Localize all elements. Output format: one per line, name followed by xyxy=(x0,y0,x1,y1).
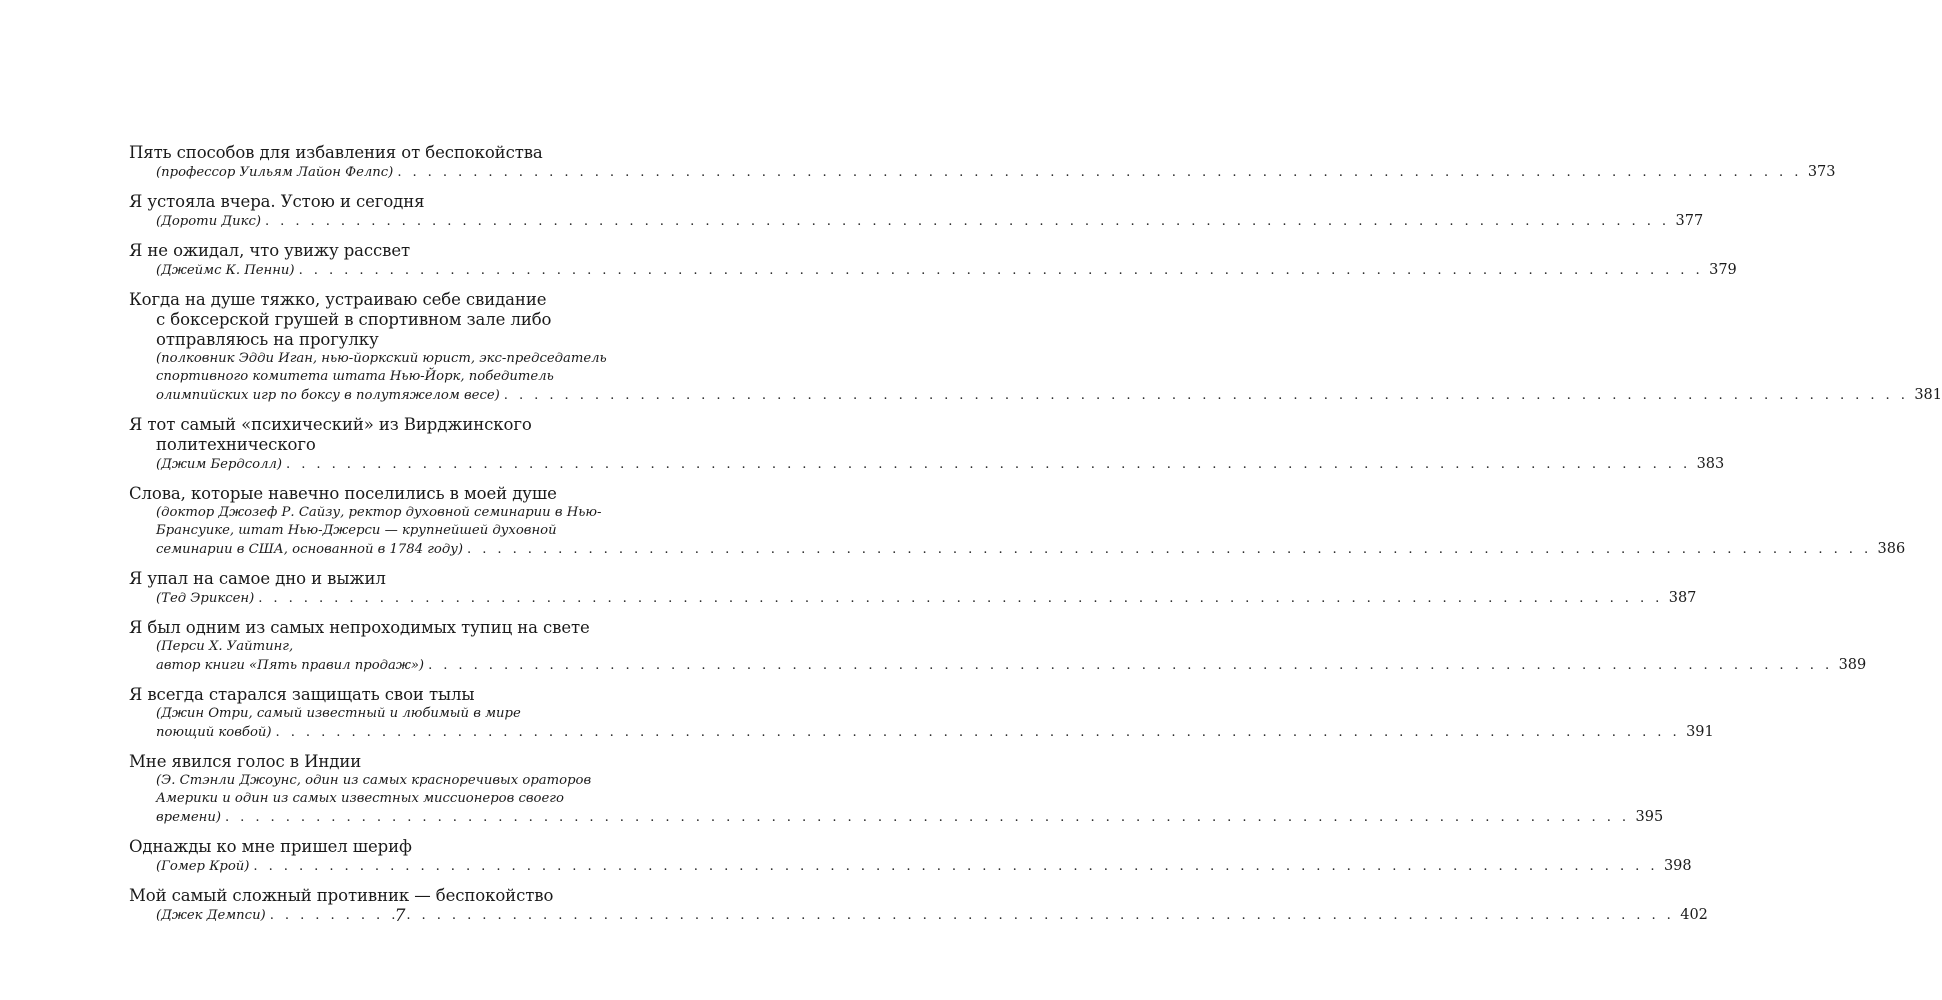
dot-leader xyxy=(265,214,1670,229)
toc-entry-subtitle-line: (доктор Джозеф Р. Сайзу, ректор духовной семинарии в Нью- xyxy=(156,505,602,520)
toc-entry-page-number: 381 xyxy=(1914,387,1942,403)
toc-entry-page-number: 373 xyxy=(1807,164,1836,180)
toc-entry-title xyxy=(129,837,639,857)
toc-entry-subtitle-line: спортивного комитета штата Нью-Йорк, победитель xyxy=(156,369,554,384)
dot-leader xyxy=(225,810,1630,825)
toc-entry xyxy=(129,192,1704,231)
page-number: 7 xyxy=(394,906,406,926)
toc-entry-title-line: отправляюсь на прогулку xyxy=(156,330,379,349)
toc-entry-page-number: 391 xyxy=(1686,724,1714,740)
dot-leader xyxy=(258,591,1663,606)
toc-entry-title-line: Я упал на самое дно и выжил xyxy=(129,569,386,588)
toc-entry-page-number: 387 xyxy=(1668,590,1697,606)
toc-entry-title-line: Я не ожидал, что увижу рассвет xyxy=(129,241,411,260)
toc-entry-subtitle-line: Брансуике, штат Нью-Джерси — крупнейшей духовной xyxy=(156,523,557,538)
toc-entry-title-line: Я был одним из самых непроходимых тупиц на свете xyxy=(129,618,590,637)
toc-entry-subtitle xyxy=(129,705,1714,742)
toc-entry xyxy=(129,290,1942,405)
toc-entry-page-number: 398 xyxy=(1663,858,1692,874)
dot-leader xyxy=(286,457,1691,472)
toc-entry-title xyxy=(129,415,639,455)
toc-entry xyxy=(129,415,1725,474)
toc-entry-title xyxy=(129,886,639,906)
dot-leader xyxy=(467,542,1872,557)
toc-entry-subtitle-line: времени) xyxy=(156,810,221,825)
toc-entry-title-line: Мне явился голос в Индии xyxy=(129,752,362,771)
toc-entry-title xyxy=(129,685,639,705)
toc-entry-page-number: 377 xyxy=(1675,213,1704,229)
toc-entry-title xyxy=(129,618,639,638)
toc-entry xyxy=(129,685,1714,742)
toc-entry-subtitle-line: (Гомер Крой) xyxy=(156,859,250,874)
toc-entry-subtitle xyxy=(129,350,1942,405)
toc-entry-title xyxy=(129,290,639,350)
toc-entry-title xyxy=(129,752,639,772)
toc-entry-subtitle-line: (полковник Эдди Иган, нью-йоркский юрист, экс-председатель xyxy=(156,351,607,366)
toc-entry-page-number: 395 xyxy=(1635,809,1664,825)
toc-entry-subtitle-line: (Джин Отри, самый известный и любимый в мире xyxy=(156,706,521,721)
toc-entry-subtitle-line: (Джек Демпси) xyxy=(156,908,266,923)
toc-entry-subtitle-line: (Перси Х. Уайтинг, xyxy=(156,639,294,654)
toc-entry-subtitle-line: (Э. Стэнли Джоунс, один из самых красноречивых ораторов xyxy=(156,773,592,788)
toc-entry xyxy=(129,837,1692,876)
dot-leader xyxy=(428,658,1833,673)
toc-entry xyxy=(129,618,1867,675)
toc-entry-subtitle-line: (Джим Бердсолл) xyxy=(156,457,283,472)
toc-entry-page-number: 379 xyxy=(1709,262,1737,278)
toc-entry-subtitle xyxy=(129,455,1725,474)
toc-entry-title xyxy=(129,192,639,212)
toc-entry xyxy=(129,143,1836,182)
toc-entry-title xyxy=(129,569,639,589)
toc-entry-title-line: с боксерской грушей в спортивном зале либо xyxy=(156,310,552,329)
toc-entry xyxy=(129,241,1737,280)
toc-entry-subtitle xyxy=(129,772,1664,827)
toc-entry-title-line: Я устояла вчера. Устою и сегодня xyxy=(129,192,425,211)
toc-entry-subtitle-line: (Дороти Дикс) xyxy=(156,214,261,229)
toc-entry-subtitle-line: (Джеймс К. Пенни) xyxy=(156,263,295,278)
dot-leader xyxy=(504,388,1909,403)
toc-entry-subtitle-line: (профессор Уильям Лайон Фелпс) xyxy=(156,165,394,180)
toc-entry-title-line: Когда на душе тяжко, устраиваю себе свидание xyxy=(129,290,547,309)
dot-leader xyxy=(253,859,1658,874)
toc-entry-title-line: Я всегда старался защищать свои тылы xyxy=(129,685,475,704)
toc-entry xyxy=(129,484,1906,559)
toc-entry-title-line: Пять способов для избавления от беспокойства xyxy=(129,143,543,162)
toc-entry-title xyxy=(129,484,639,504)
toc-entry-page-number: 389 xyxy=(1838,657,1867,673)
toc-entry-subtitle xyxy=(129,589,1697,608)
toc-entry-title-line: Однажды ко мне пришел шериф xyxy=(129,837,412,856)
toc-entry-page-number: 386 xyxy=(1877,541,1906,557)
toc-entry-subtitle xyxy=(129,212,1704,231)
toc-entry-page-number: 383 xyxy=(1696,456,1725,472)
toc-entry-title xyxy=(129,143,639,163)
toc-entry-title-line: Слова, которые навечно поселились в моей душе xyxy=(129,484,557,503)
toc-entry-title-line: Я тот самый «психический» из Вирджинского xyxy=(129,415,532,434)
toc-entry-title-line: Мой самый сложный противник — беспокойство xyxy=(129,886,554,905)
toc-entry-subtitle-line: Америки и один из самых известных миссионеров своего xyxy=(156,791,564,806)
toc-entry-subtitle-line: (Тед Эриксен) xyxy=(156,591,255,606)
table-of-contents xyxy=(129,143,1942,935)
toc-entry-subtitle-line: олимпийских игр по боксу в полутяжелом весе) xyxy=(156,388,500,403)
toc-entry-subtitle xyxy=(129,504,1906,559)
toc-entry xyxy=(129,752,1664,827)
toc-entry-subtitle-line: семинарии в США, основанной в 1784 году) xyxy=(156,542,464,557)
toc-entry-title xyxy=(129,241,639,261)
toc-entry-subtitle xyxy=(129,638,1867,675)
toc-entry-title-line: политехнического xyxy=(156,435,316,454)
dot-leader xyxy=(397,165,1802,180)
toc-entry-subtitle xyxy=(129,163,1836,182)
toc-entry-subtitle xyxy=(129,857,1692,876)
toc-entry-subtitle xyxy=(129,261,1737,280)
toc-entry-subtitle-line: автор книги «Пять правил продаж») xyxy=(156,658,425,673)
toc-entry-page-number: 402 xyxy=(1680,907,1708,923)
dot-leader xyxy=(299,263,1704,278)
dot-leader xyxy=(276,725,1681,740)
toc-entry xyxy=(129,569,1697,608)
toc-entry-subtitle-line: поющий ковбой) xyxy=(156,725,272,740)
